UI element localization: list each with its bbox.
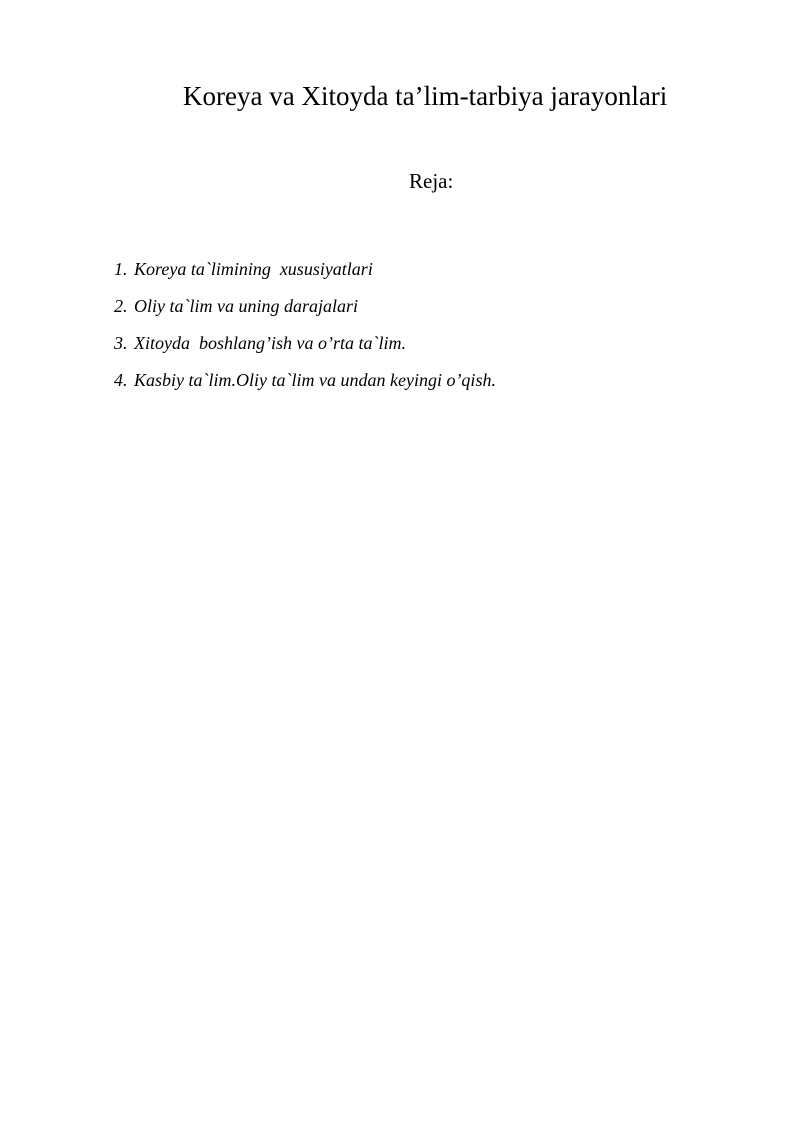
- plan-item-number: 3.: [114, 333, 128, 353]
- plan-item: [114, 257, 496, 294]
- plan-item-number: 4.: [114, 370, 128, 390]
- plan-item-number: 1.: [114, 259, 128, 279]
- plan-item-text: Xitoyda boshlang’ish va o’rta ta`lim.: [134, 333, 406, 353]
- plan-heading: Reja:: [409, 169, 454, 193]
- plan-item: [114, 294, 496, 331]
- plan-item-text: Kasbiy ta`lim.Oliy ta`lim va undan keyingi o’qish.: [134, 370, 496, 390]
- document-title: Koreya va Xitoyda ta’lim-tarbiya jarayonlari: [183, 81, 668, 111]
- plan-item-text: Koreya ta`limining xususiyatlari: [134, 259, 373, 279]
- plan-item-number: 2.: [114, 296, 128, 316]
- plan-item-text: Oliy ta`lim va uning darajalari: [134, 296, 358, 316]
- plan-item: [114, 368, 496, 405]
- plan-item: [114, 331, 496, 368]
- plan-list: [114, 257, 496, 405]
